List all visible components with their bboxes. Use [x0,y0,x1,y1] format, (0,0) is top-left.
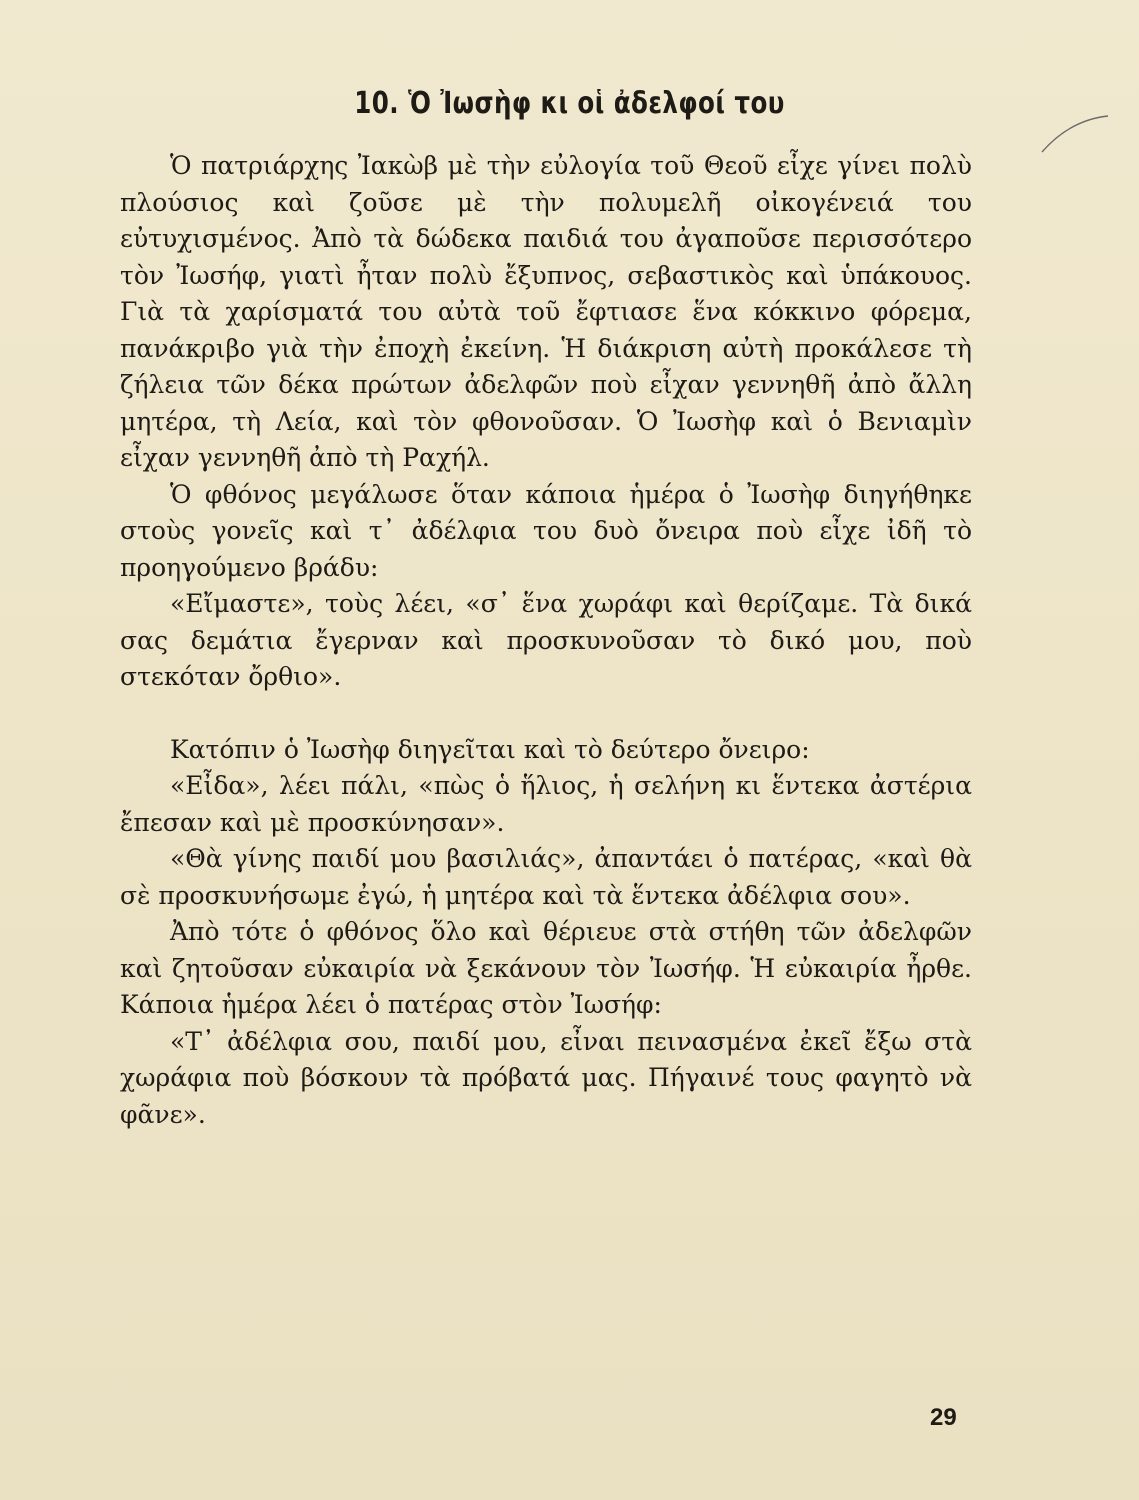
body-text [120,148,972,1133]
pencil-mark [1040,112,1110,172]
paragraph: «Εἴμαστε», τοὺς λέει, «σ᾽ ἕνα χωράφι καὶ θερίζαμε. Τὰ δικά σας δεμάτια ἔγερναν καὶ προσκυνοῦσαν τὸ δικό μου, ποὺ στεκόταν ὄρθιο». [120,589,972,691]
paragraph: «Τ᾽ ἀδέλφια σου, παιδί μου, εἶναι πεινασμένα ἐκεῖ ἔξω στὰ χωράφια ποὺ βόσκουν τὰ πρόβατά μας. Πήγαινέ τους φαγητὸ νὰ φᾶνε». [120,1026,972,1129]
paragraph: Κατόπιν ὁ Ἰωσὴφ διηγεῖται καὶ τὸ δεύτερο ὄνειρο: [170,734,810,764]
paragraph: «Εἶδα», λέει πάλι, «πὼς ὁ ἥλιος, ἡ σελήνη κι ἕντεκα ἀστέρια ἔπεσαν καὶ μὲ προσκύνησαν». [120,771,972,837]
paragraph: Ἀπὸ τότε ὁ φθόνος ὅλο καὶ θέριευε στὰ στήθη τῶν ἀδελφῶν καὶ ζητοῦσαν εὐκαιρία νὰ ξεκάνουν τὸν Ἰωσήφ. Ἡ εὐκαιρία ἦρθε. Κάποια ἡμέρα λέει ὁ πατέρας στὸν Ἰωσήφ: [120,917,972,1019]
paragraph: Ὁ πατριάρχης Ἰακὼβ μὲ τὴν εὐλογία τοῦ Θεοῦ εἶχε γίνει πολὺ πλούσιος καὶ ζοῦσε μὲ τὴν πολυμελῆ οἰκογένειά του εὐτυχισμένος. Ἀπὸ τὰ δώδεκα παιδιά του ἀγαποῦσε περισσότερο τὸν Ἰωσήφ, γιατὶ ἦταν πολὺ ἔξυπνος, σεβαστικὸς καὶ ὑπάκουος. Γιὰ τὰ χαρίσματά του αὐτὰ τοῦ ἔφτιασε ἕνα κόκκινο φόρεμα, πανάκριβο γιὰ τὴν ἐποχὴ ἐκείνη. Ἡ διάκριση αὐτὴ προκάλεσε τὴ ζήλεια τῶν δέκα πρώτων ἀδελφῶν ποὺ εἶχαν γεννηθῆ ἀπὸ ἄλλη μητέρα, τὴ Λεία, καὶ τὸν φθονοῦσαν. Ὁ Ἰωσὴφ καὶ ὁ Βενιαμὶν εἶχαν γεννηθῆ ἀπὸ τὴ Ραχήλ. [120,151,972,472]
chapter-title: 10. Ὁ Ἰωσὴφ κι οἱ ἀδελφοί του [354,86,785,121]
paragraph: «Θὰ γίνης παιδί μου βασιλιάς», ἀπαντάει ὁ πατέρας, «καὶ θὰ σὲ προσκυνήσωμε ἐγώ, ἡ μητέρα καὶ τὰ ἕντεκα ἀδέλφια σου». [120,844,972,910]
page-number: 29 [930,1404,957,1431]
paragraph: Ὁ φθόνος μεγάλωσε ὅταν κάποια ἡμέρα ὁ Ἰωσὴφ διηγήθηκε στοὺς γονεῖς καὶ τ᾽ ἀδέλφια του δυὸ ὄνειρα ποὺ εἶχε ἰδῆ τὸ προηγούμενο βράδυ: [120,479,972,582]
